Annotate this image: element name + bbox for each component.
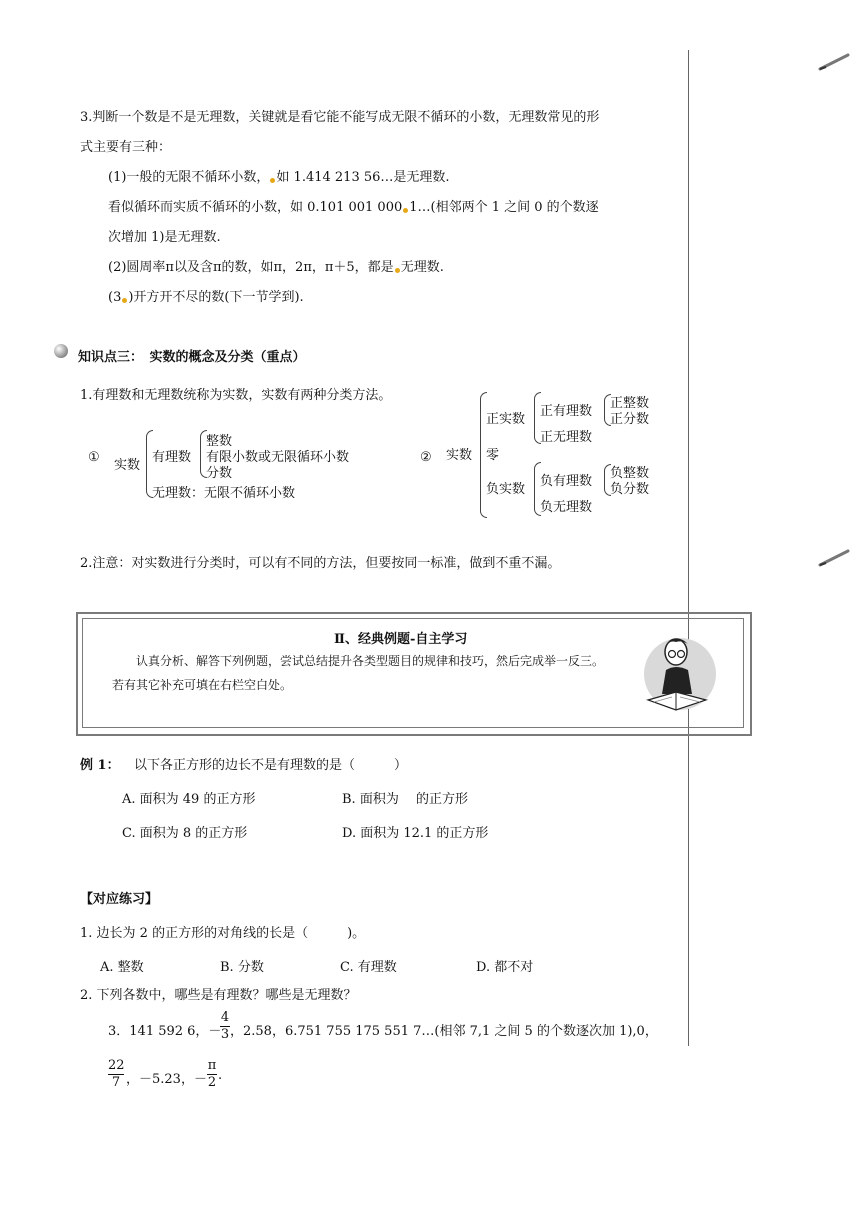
example1-option-a: A. 面积为 49 的正方形 xyxy=(122,792,256,807)
item1-text-c: 看似循环而实质不循环的小数，如 0.101 001 000 xyxy=(108,200,403,215)
tree1-marker: ① xyxy=(88,450,100,465)
item1-line2 xyxy=(108,196,599,215)
margin-rule xyxy=(688,50,689,1046)
example1-option-b: B. 面积为 的正方形 xyxy=(342,792,468,807)
para3-line1: 3.判断一个数是不是无理数，关键就是看它能不能写成无限不循环的小数，无理数常见的形 xyxy=(80,110,600,125)
banner-line2: 若有其它补充可填在右栏空白处。 xyxy=(112,678,293,692)
tree1-integer: 整数 xyxy=(206,434,233,449)
marker-dot xyxy=(395,268,400,273)
marker-dot xyxy=(270,178,275,183)
practice-title: 【对应练习】 xyxy=(80,892,159,907)
fraction-four-thirds xyxy=(220,1010,230,1043)
item1-text-b: 如 1.414 213 56…是无理数. xyxy=(276,170,450,185)
item1-line3: 次增加 1)是无理数. xyxy=(108,230,221,245)
tree2-neg-rational: 负有理数 xyxy=(540,474,593,489)
para3-line2: 式主要有三种： xyxy=(80,140,172,155)
tree2-neg-int: 负整数 xyxy=(610,466,650,481)
item2-text-b: 无理数. xyxy=(400,260,444,275)
fraction-denominator: 2 xyxy=(207,1075,217,1090)
example1-option-c: C. 面积为 8 的正方形 xyxy=(122,826,248,841)
tree2-pos-frac: 正分数 xyxy=(610,412,650,427)
tree1-irrational: 无理数：无限不循环小数 xyxy=(152,486,296,501)
practice-q1: 1. 边长为 2 的正方形的对角线的长是（ )。 xyxy=(80,926,366,941)
marker-dot xyxy=(403,208,408,213)
tree2-neg-irrational: 负无理数 xyxy=(540,500,593,515)
item1-line1 xyxy=(108,166,450,185)
tree1-root: 实数 xyxy=(114,458,141,473)
fraction-twentytwo-sevenths xyxy=(108,1058,124,1091)
q2-numbers-part1: 3．141 592 6，－ xyxy=(108,1024,222,1039)
tree2-pos-irrational: 正无理数 xyxy=(540,430,593,445)
example1-question: 以下各正方形的边长不是有理数的是（ ） xyxy=(134,758,408,773)
item3-text-a: (3 xyxy=(108,290,122,305)
tree2-pos-int: 正整数 xyxy=(610,396,650,411)
tree2-pos-rational: 正有理数 xyxy=(540,404,593,419)
example1-option-d: D. 面积为 12.1 的正方形 xyxy=(342,826,489,841)
tree1-fraction-tail: 分数 xyxy=(206,466,233,481)
fraction-numerator: 22 xyxy=(108,1058,125,1073)
practice-q1-option-b: B. 分数 xyxy=(220,960,264,975)
kp3-note: 2.注意：对实数进行分类时，可以有不同的方法，但要按同一标准，做到不重不漏。 xyxy=(80,556,561,571)
q2-numbers-part3: ，－5.23，－ xyxy=(126,1072,207,1087)
pen-icon xyxy=(818,52,852,72)
practice-q2: 2. 下列各数中，哪些是有理数？哪些是无理数？ xyxy=(80,988,357,1003)
tree2-negative: 负实数 xyxy=(486,482,526,497)
student-reading-icon xyxy=(636,630,716,720)
practice-q1-option-a: A. 整数 xyxy=(100,960,144,975)
tree2-zero: 零 xyxy=(486,448,500,463)
tree1-rational: 有理数 xyxy=(152,450,192,465)
item1-text-d: 1…(相邻两个 1 之间 0 的个数逐 xyxy=(409,200,599,215)
tree1-fraction: 有限小数或无限循环小数 xyxy=(206,450,350,465)
q2-numbers-part4: . xyxy=(218,1068,223,1083)
tree2-marker: ② xyxy=(420,450,432,465)
example1-label: 例 1： xyxy=(80,758,120,773)
fraction-numerator: π xyxy=(207,1058,217,1073)
practice-q1-option-d: D. 都不对 xyxy=(476,960,534,975)
kp3-title: 知识点三： 实数的概念及分类（重点） xyxy=(78,350,306,365)
fraction-denominator: 3 xyxy=(220,1027,230,1042)
banner-title: Ⅱ、经典例题-自主学习 xyxy=(334,632,468,647)
tree2-positive: 正实数 xyxy=(486,412,526,427)
bullet-ball-icon xyxy=(54,344,68,358)
item1-text-a: (1)一般的无限不循环小数， xyxy=(108,170,270,185)
q2-numbers-part2: ，2.58，6.751 755 175 551 7…(相邻 7,1 之间 5 的个数逐次加 1),0， xyxy=(230,1024,658,1039)
fraction-pi-halves xyxy=(207,1058,217,1091)
marker-dot xyxy=(122,298,127,303)
pen-icon xyxy=(818,548,852,568)
kp3-line1: 1.有理数和无理数统称为实数，实数有两种分类方法。 xyxy=(80,388,392,403)
fraction-numerator: 4 xyxy=(220,1010,230,1025)
tree2-root: 实数 xyxy=(446,448,473,463)
item2-line xyxy=(108,256,444,275)
tree2-neg-frac: 负分数 xyxy=(610,482,650,497)
item2-text-a: (2)圆周率π以及含π的数，如π，2π，π＋5，都是 xyxy=(108,260,394,275)
item3-line xyxy=(108,286,304,305)
banner-line1: 认真分析、解答下列例题，尝试总结提升各类型题目的规律和技巧，然后完成举一反三。 xyxy=(136,654,605,668)
item3-text-b: )开方开不尽的数(下一节学到). xyxy=(128,290,304,305)
practice-q1-option-c: C. 有理数 xyxy=(340,960,397,975)
fraction-denominator: 7 xyxy=(108,1074,124,1091)
